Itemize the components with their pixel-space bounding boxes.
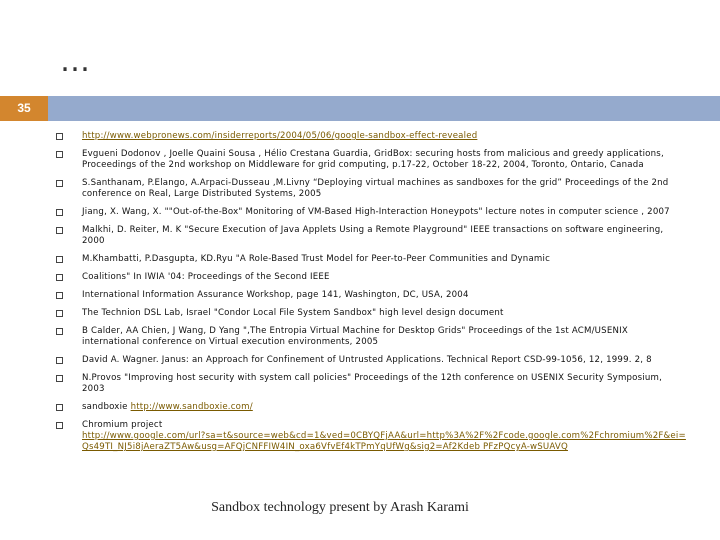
reference-text: Malkhi, D. Reiter, M. K "Secure Execution of Java Applets Using a Remote Playground" IEEE transactions on software engineering, 2000 <box>82 225 664 246</box>
reference-item <box>56 178 686 200</box>
square-bullet-icon <box>56 256 63 263</box>
reference-text: S.Santhanam, P.Elango, A.Arpaci-Dusseau ,M.Livny “Deploying virtual machines as sandboxes for the grid” Proceedings of the 2nd conference on Real, Large Distributed Systems, 2005 <box>82 178 669 199</box>
reference-item <box>56 290 686 301</box>
reference-text: N.Provos "Improving host security with system call policies" Proceedings of the 12th conference on USENIX Security Symposium, 2003 <box>82 373 663 394</box>
reference-text: Chromium project <box>82 420 163 430</box>
square-bullet-icon <box>56 209 63 216</box>
reference-item <box>56 402 686 413</box>
reference-item <box>56 420 686 453</box>
header-bar <box>48 96 720 121</box>
reference-text: sandboxie <box>82 402 131 412</box>
square-bullet-icon <box>56 422 63 429</box>
square-bullet-icon <box>56 375 63 382</box>
square-bullet-icon <box>56 328 63 335</box>
slide-number-badge: 35 <box>0 96 48 121</box>
square-bullet-icon <box>56 274 63 281</box>
reference-item <box>56 149 686 171</box>
reference-link[interactable]: http://www.google.com/url?sa=t&source=web&cd=1&ved=0CBYQFjAA&url=http%3A%2F%2Fcode.google.com%2Fchromium%2F&ei=Qs49TI_NJ5i8jAeraZT5Aw&usg=AFQjCNFFIW4IN_oxa6VfvEf4kTPmYqUfWg&sig2=Af2Kdeb PFzPQcyA-wSUAVQ <box>82 431 686 452</box>
reference-text: The Technion DSL Lab, Israel "Condor Local File System Sandbox" high level design document <box>82 308 504 318</box>
reference-item <box>56 207 686 218</box>
square-bullet-icon <box>56 292 63 299</box>
reference-link[interactable]: http://www.webpronews.com/insiderreports/2004/05/06/google-sandbox-effect-revealed <box>82 131 478 141</box>
square-bullet-icon <box>56 180 63 187</box>
reference-text: David A. Wagner. Janus: an Approach for Confinement of Untrusted Applications. Technical Report CSD-99-1056, 12, 1999. 2, 8 <box>82 355 652 365</box>
reference-list <box>56 124 686 453</box>
square-bullet-icon <box>56 133 63 140</box>
reference-item <box>56 254 686 265</box>
reference-item <box>56 308 686 319</box>
square-bullet-icon <box>56 310 63 317</box>
square-bullet-icon <box>56 227 63 234</box>
reference-item <box>56 225 686 247</box>
reference-text: B Calder, AA Chien, J Wang, D Yang ",The Entropia Virtual Machine for Desktop Grids" Proceedings of the 1st ACM/USENIX international conference on Virtual execution environments, 2005 <box>82 326 628 347</box>
square-bullet-icon <box>56 357 63 364</box>
reference-item <box>56 131 686 142</box>
reference-text: Coalitions" In IWIA '04: Proceedings of the Second IEEE <box>82 272 330 282</box>
reference-text: Evgueni Dodonov , Joelle Quaini Sousa , Hélio Crestana Guardia, GridBox: securing hosts from malicious and greedy applications, Proceedings of the 2nd workshop on Middleware for grid computing, p.17-22, October 18-22, 2004, Toronto, Ontario, Canada <box>82 149 664 170</box>
square-bullet-icon <box>56 404 63 411</box>
reference-item <box>56 355 686 366</box>
square-bullet-icon <box>56 151 63 158</box>
reference-item <box>56 373 686 395</box>
slide-footer: Sandbox technology present by Arash Karami <box>211 500 469 515</box>
reference-text: Jiang, X. Wang, X. ""Out-of-the-Box" Monitoring of VM-Based High-Interaction Honeypots" lecture notes in computer science , 2007 <box>82 207 670 217</box>
reference-link[interactable]: http://www.sandboxie.com/ <box>130 402 253 412</box>
reference-text: M.Khambatti, P.Dasgupta, KD.Ryu "A Role-Based Trust Model for Peer-to-Peer Communities and Dynamic <box>82 254 551 264</box>
reference-item <box>56 326 686 348</box>
reference-text: International Information Assurance Workshop, page 141, Washington, DC, USA, 2004 <box>82 290 469 300</box>
slide-title: … <box>60 44 92 79</box>
reference-item <box>56 272 686 283</box>
